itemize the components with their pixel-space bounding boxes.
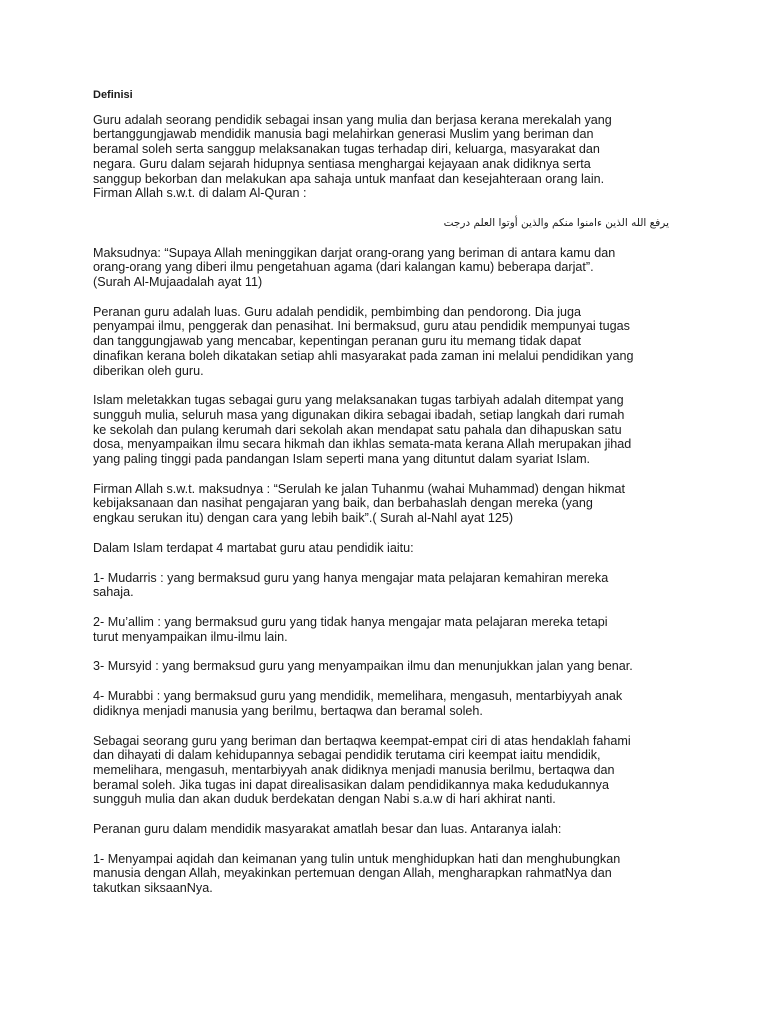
list-item-aqidah xyxy=(93,852,683,896)
text-line: Peranan guru adalah luas. Guru adalah pendidik, pembimbing dan pendorong. Dia juga xyxy=(93,304,582,319)
text-line: Firman Allah s.w.t. di dalam Al-Quran : xyxy=(93,186,307,201)
text-line: diberikan oleh guru. xyxy=(93,363,204,378)
text-line: 3- Mursyid : yang bermaksud guru yang menyampaikan ilmu dan menunjukkan jalan yang benar. xyxy=(93,659,633,674)
paragraph-teacher-role xyxy=(93,305,683,379)
text-line: kebijaksanaan dan nasihat pengajaran yang baik, dan berbahaslah dengan mereka (yang xyxy=(93,496,593,511)
text-line: ke sekolah dan pulang kerumah dari sekolah akan mendapat satu pahala dan dihapuskan satu xyxy=(93,422,622,437)
text-line: turut menyampaikan ilmu-ilmu lain. xyxy=(93,629,288,644)
list-item-mudarris xyxy=(93,571,683,600)
text-line: 1- Mudarris : yang bermaksud guru yang hanya mengajar mata pelajaran kemahiran mereka xyxy=(93,570,609,585)
list-item-muallim xyxy=(93,615,683,644)
text-line: Dalam Islam terdapat 4 martabat guru atau pendidik iaitu: xyxy=(93,540,414,555)
paragraph-verse-meaning xyxy=(93,246,683,290)
arabic-verse: يرفع الله الذين ءامنوا منكم والذين أوتوا العلم درجت xyxy=(443,216,669,229)
text-line: penyampai ilmu, penggerak dan penasihat. Ini bermaksud, guru atau pendidik mempunyai tugas xyxy=(93,319,630,334)
paragraph-islam-tarbiyah xyxy=(93,393,683,467)
text-line: Sebagai seorang guru yang beriman dan bertaqwa keempat-empat ciri di atas hendaklah fahami xyxy=(93,733,631,748)
text-line: takutkan siksaanNya. xyxy=(93,881,213,896)
text-line: beramal soleh serta sanggup melaksanakan tugas terhadap diri, keluarga, masyarakat dan xyxy=(93,142,600,157)
text-line: Islam meletakkan tugas sebagai guru yang melaksanakan tugas tarbiyah adalah ditempat yang xyxy=(93,393,624,408)
text-line: bertanggungjawab mendidik manusia bagi melahirkan generasi Muslim yang beriman dan xyxy=(93,127,594,142)
text-line: manusia dengan Allah, meyakinkan pertemuan dengan Allah, mengharapkan rahmatNya dan xyxy=(93,866,612,881)
paragraph-roles-intro xyxy=(93,822,683,837)
text-line: sungguh mulia dan akan duduk berdekatan dengan Nabi s.a.w di hari akhirat nanti. xyxy=(93,792,556,807)
text-line: Firman Allah s.w.t. maksudnya : “Serulah ke jalan Tuhanmu (wahai Muhammad) dengan hikmat xyxy=(93,481,625,496)
text-line: yang paling tinggi pada pandangan Islam seperti mana yang dituntut dalam syariat Islam. xyxy=(93,452,591,467)
text-line: 2- Mu’allim : yang bermaksud guru yang tidak hanya mengajar mata pelajaran mereka tetapi xyxy=(93,614,608,629)
text-line: memelihara, mengasuh, mentarbiyyah anak didiknya menjadi manusia berilmu, bertaqwa dan xyxy=(93,762,615,777)
text-line: orang-orang yang diberi ilmu pengetahuan agama (dari kalangan kamu) beberapa darjat”. xyxy=(93,260,594,275)
text-line: Peranan guru dalam mendidik masyarakat amatlah besar dan luas. Antaranya ialah: xyxy=(93,822,562,837)
text-line: engkau serukan itu) dengan cara yang lebih baik”.( Surah al-Nahl ayat 125) xyxy=(93,511,514,526)
text-line: 4- Murabbi : yang bermaksud guru yang mendidik, memelihara, mengasuh, mentarbiyyah anak xyxy=(93,689,623,704)
list-item-murabbi xyxy=(93,689,683,718)
text-line: (Surah Al-Mujaadalah ayat 11) xyxy=(93,275,263,290)
text-line: 1- Menyampai aqidah dan keimanan yang tulin untuk menghidupkan hati dan menghubungkan xyxy=(93,851,621,866)
text-line: negara. Guru dalam sejarah hidupnya sentiasa menghargai kejayaan anak didiknya serta xyxy=(93,156,591,171)
paragraph-faithful-teacher xyxy=(93,734,683,808)
document-body xyxy=(93,88,683,911)
paragraph-definition xyxy=(93,113,683,201)
text-line: didiknya menjadi manusia yang berilmu, bertaqwa dan beramal soleh. xyxy=(93,703,483,718)
text-line: dinafikan kerana boleh dikatakan setiap ahli masyarakat pada zaman ini melalui pendidikan yang xyxy=(93,348,634,363)
text-line: Maksudnya: “Supaya Allah meninggikan darjat orang-orang yang beriman di antara kamu dan xyxy=(93,245,616,260)
section-heading: Definisi xyxy=(93,89,133,101)
text-line: sungguh mulia, seluruh masa yang digunakan dikira sebagai ibadah, setiap langkah dari rumah xyxy=(93,407,625,422)
text-line: beramal soleh. Jika tugas ini dapat direalisasikan dalam pendidikannya maka kedudukannya xyxy=(93,777,609,792)
text-line: dosa, menyampaikan ilmu secara hikmah dan ikhlas semata-mata kerana Allah merupakan jihad xyxy=(93,437,632,452)
list-item-mursyid xyxy=(93,659,683,674)
text-line: dan tanggungjawab yang mencabar, kepentingan peranan guru itu memang tidak dapat xyxy=(93,334,582,349)
text-line: dan dihayati di dalam kehidupannya sebagai pendidik terutama ciri keempat iaitu mendidik, xyxy=(93,748,601,763)
text-line: Guru adalah seorang pendidik sebagai insan yang mulia dan berjasa kerana merekalah yang xyxy=(93,112,612,127)
text-line: sahaja. xyxy=(93,585,134,600)
text-line: sanggup bekorban dan melakukan apa sahaja untuk manfaat dan kesejahteraan orang lain. xyxy=(93,171,605,186)
paragraph-surah-nahl xyxy=(93,482,683,526)
paragraph-four-ranks-intro xyxy=(93,541,683,556)
